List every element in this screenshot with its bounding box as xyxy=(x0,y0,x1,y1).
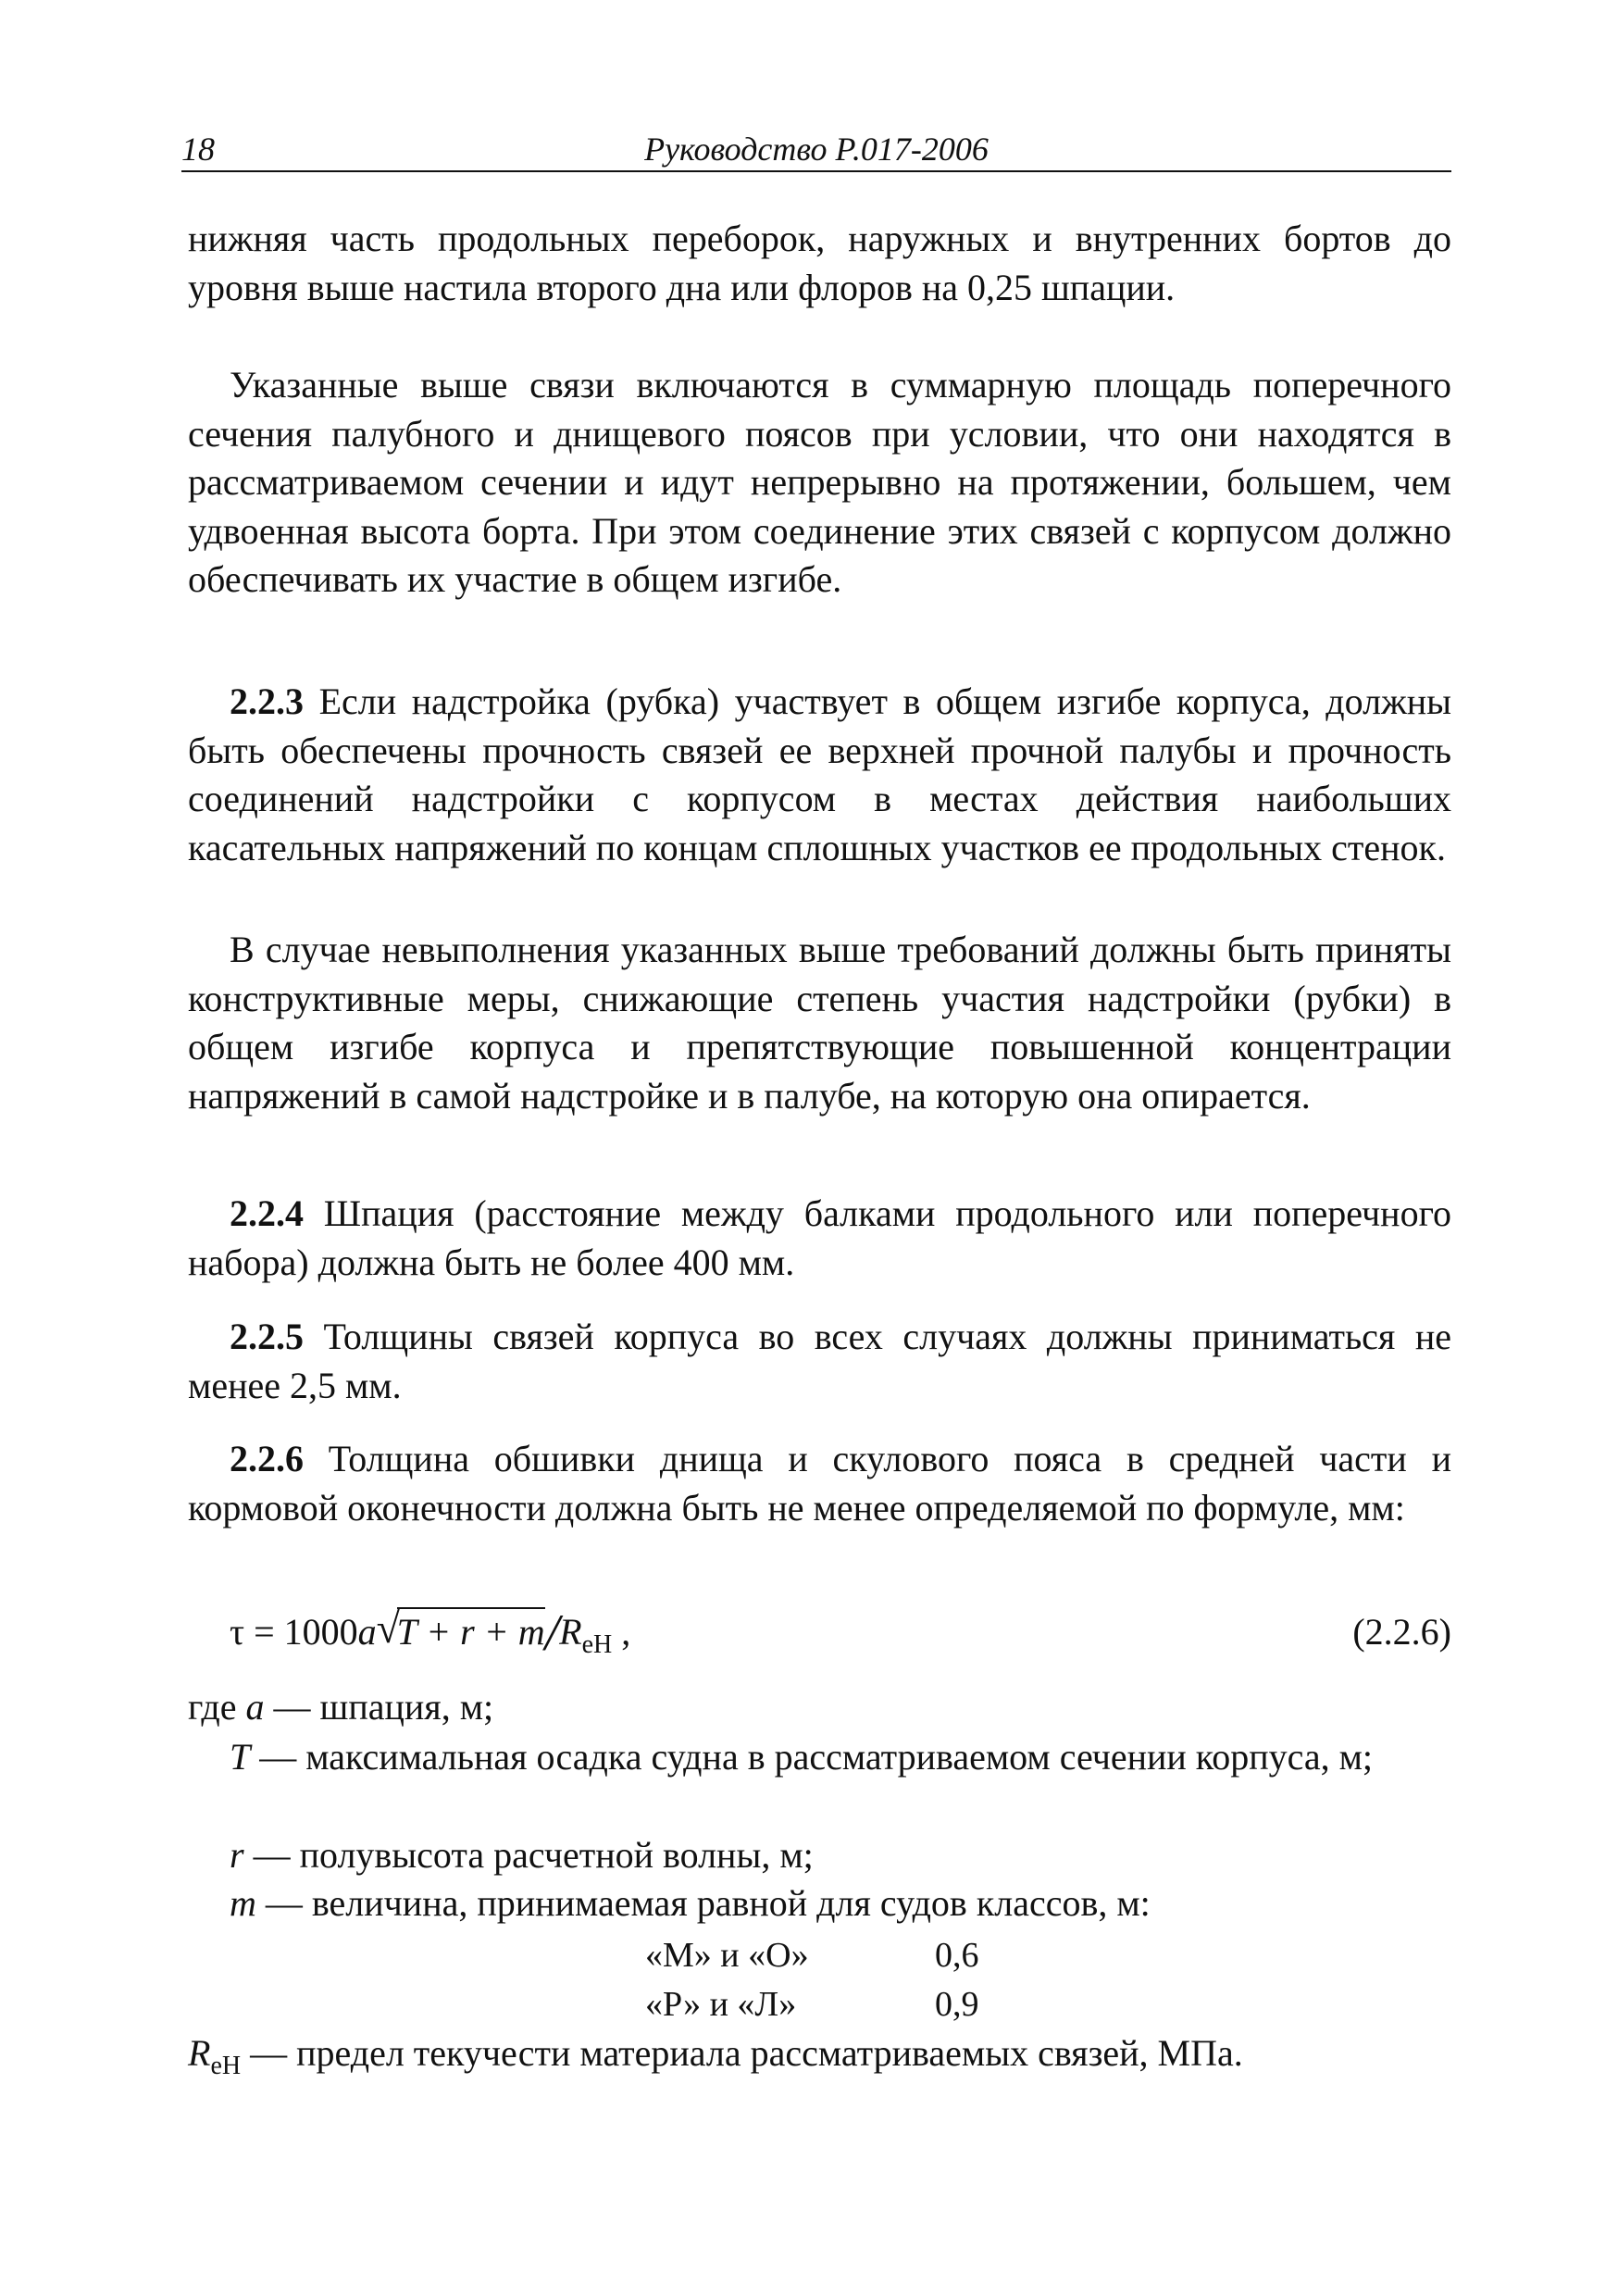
header-rule xyxy=(181,170,1451,172)
formula-denominator-sub: eH xyxy=(581,1630,613,1659)
formula-tail: , xyxy=(612,1611,631,1653)
page-header xyxy=(181,130,1451,172)
section-2-2-5 xyxy=(188,1313,1451,1410)
formula-denominator: R xyxy=(559,1611,582,1653)
class-label: «Р» и «Л» xyxy=(645,1985,797,2024)
description-R: — предел текучести материала рассматриваемых связей, МПа. xyxy=(241,2032,1243,2074)
class-label: «М» и «О» xyxy=(645,1936,809,1975)
symbol-T: T xyxy=(230,1736,251,1778)
fraction-slash: / xyxy=(544,1604,560,1662)
formula-number: (2.2.6) xyxy=(1352,1611,1451,1653)
where-a xyxy=(188,1683,493,1732)
description-a: — шпация, м; xyxy=(264,1686,494,1728)
symbol-R: R xyxy=(188,2032,211,2074)
section-text: Шпация (расстояние между балками продольного или поперечного набора) должна быть не более 400 мм. xyxy=(188,1192,1451,1283)
section-number: 2.2.4 xyxy=(230,1192,304,1234)
where-r xyxy=(230,1831,814,1880)
where-R xyxy=(188,2029,1451,2091)
formula-lhs: τ = 1000 xyxy=(230,1611,358,1653)
page-number: 18 xyxy=(181,131,215,168)
where-intro: где xyxy=(188,1686,246,1728)
section-number: 2.2.5 xyxy=(230,1316,304,1357)
description-T: — максимальная осадка судна в рассматриваемом сечении корпуса, м; xyxy=(250,1736,1374,1778)
radical-sign-icon: √ xyxy=(376,1604,400,1652)
document-title: Руководство Р.017-2006 xyxy=(644,131,989,168)
section-text: Толщина обшивки днища и скулового пояса в средней части и кормовой оконечности должна быть не менее определяемой по формуле, мм: xyxy=(188,1438,1451,1529)
symbol-r: r xyxy=(230,1834,244,1876)
section-text: Если надстройка (рубка) участвует в общем изгибе корпуса, должны быть обеспечены прочность связей ее верхней прочной палубы и прочность соединений надстройки с корпусом в местах действия наибольших касательных напряжений по концам сплошных участков ее продольных стенок. xyxy=(188,680,1451,868)
formula-2-2-6 xyxy=(230,1604,1451,1660)
paragraph-connections: Указанные выше связи включаются в суммарную площадь поперечного сечения палубного и днищевого поясов при условии, что они находятся в рассматриваемом сечении и идут непрерывно на протяжении, большем, чем удвоенная высота борта. При этом соединение этих связей с корпусом должно обеспечивать их участие в общем изгибе. xyxy=(188,364,1451,600)
where-m xyxy=(230,1879,1151,1928)
paragraph-superstructure: В случае невыполнения указанных выше требований должны быть приняты конструктивные меры, снижающие степень участия надстройки (рубки) в общем изгибе корпуса и препятствующие повышенной концентрации напряжений в самой надстройке и в палубе, на которую она опирается. xyxy=(188,929,1451,1117)
class-value: 0,9 xyxy=(935,1985,979,2024)
section-number: 2.2.3 xyxy=(230,680,304,722)
formula-radicand: T + r + m xyxy=(397,1607,545,1653)
section-2-2-4 xyxy=(188,1190,1451,1287)
formula-expression xyxy=(230,1604,630,1673)
section-text: Толщины связей корпуса во всех случаях должны приниматься не менее 2,5 мм. xyxy=(188,1316,1451,1406)
section-number: 2.2.6 xyxy=(230,1438,304,1479)
section-2-2-3 xyxy=(188,678,1451,872)
class-value: 0,6 xyxy=(935,1936,979,1975)
description-m: — величина, принимаемая равной для судов классов, м: xyxy=(255,1882,1151,1924)
symbol-m: m xyxy=(230,1882,256,1924)
symbol-a: a xyxy=(245,1686,265,1728)
where-T xyxy=(188,1733,1451,1782)
square-root xyxy=(377,1604,545,1660)
formula-a: a xyxy=(357,1611,377,1653)
description-r: — полувысота расчетной волны, м; xyxy=(243,1834,814,1876)
paragraph-continuation: нижняя часть продольных переборок, наружных и внутренних бортов до уровня выше настила второго дна или флоров на 0,25 шпации. xyxy=(188,218,1451,308)
symbol-R-sub: eH xyxy=(210,2052,242,2080)
section-2-2-6 xyxy=(188,1435,1451,1532)
